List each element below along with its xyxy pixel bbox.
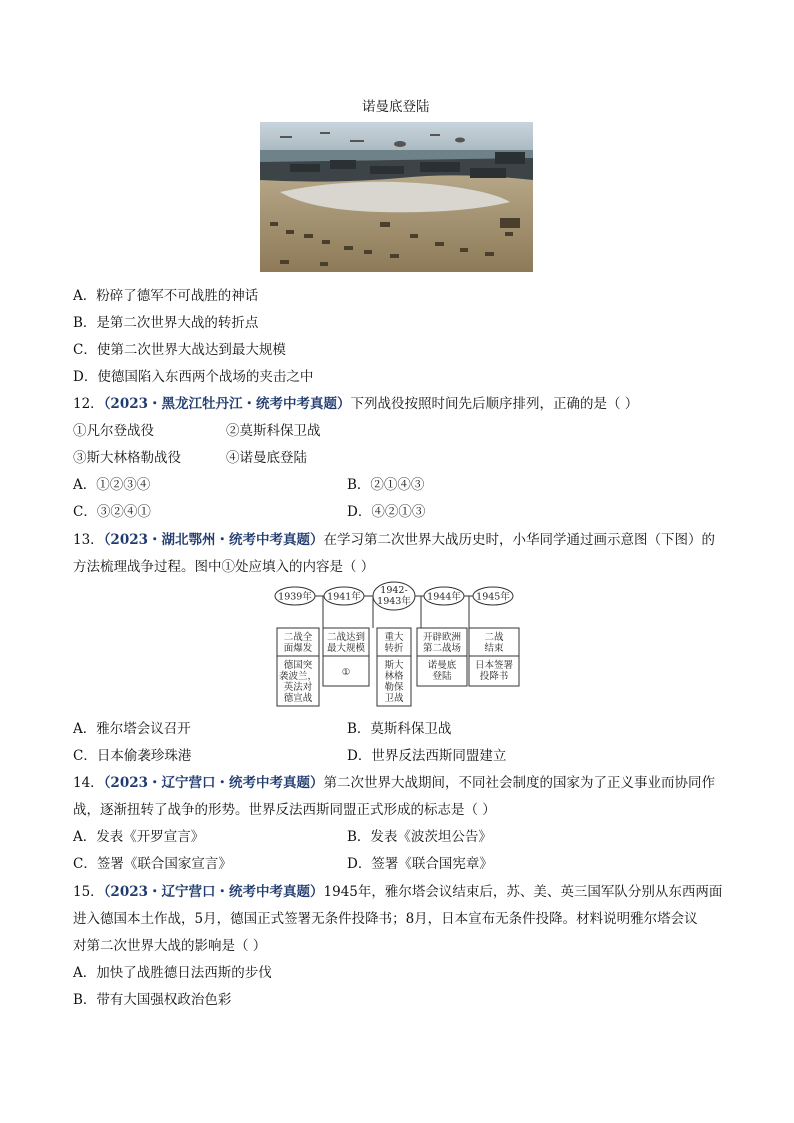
q12-item-4: ④诺曼底登陆 [226, 450, 307, 466]
svg-text:1941年: 1941年 [327, 591, 361, 603]
svg-text:1943年: 1943年 [377, 596, 411, 607]
svg-text:转折: 转折 [384, 643, 404, 654]
question-text: 1945年，雅尔塔会议结束后，苏、美、英三国军队分别从东西两面 [323, 884, 723, 900]
svg-text:1942-: 1942- [380, 585, 408, 596]
q11-option-b: B．是第二次世界大战的转折点 [73, 315, 259, 331]
svg-text:重大: 重大 [384, 632, 404, 643]
q15-option-a: A．加快了战胜德日法西斯的步伐 [73, 965, 272, 981]
q12-item-3: ③斯大林格勒战役 [73, 450, 181, 466]
svg-text:第二战场: 第二战场 [422, 643, 462, 654]
svg-text:开辟欧洲: 开辟欧洲 [422, 632, 462, 643]
svg-text:英法对: 英法对 [283, 682, 313, 693]
war-timeline-diagram [273, 580, 523, 710]
svg-text:面爆发: 面爆发 [283, 643, 313, 654]
svg-text:1944年: 1944年 [427, 591, 461, 603]
q13-option-b: B．莫斯科保卫战 [347, 721, 452, 737]
q15-option-b: B．带有大国强权政治色彩 [73, 992, 232, 1008]
question-text: 下列战役按照时间先后顺序排列，正确的是（ ） [350, 396, 639, 412]
svg-text:结束: 结束 [484, 643, 504, 654]
svg-text:1939年: 1939年 [278, 591, 312, 603]
q14-option-d: D．签署《联合国宪章》 [347, 856, 493, 872]
question-number: 13． [73, 532, 104, 548]
stage-3 [377, 628, 411, 706]
svg-text:诺曼底: 诺曼底 [427, 660, 457, 671]
svg-text:勒保: 勒保 [384, 682, 404, 693]
question-text: 在学习第二次世界大战历史时，小华同学通过画示意图（下图）的 [323, 532, 716, 548]
q15-stem-line2: 进入德国本土作战，5月，德国正式签署无条件投降书；8月，日本宣布无条件投降。材料说明雅尔塔会议 [73, 911, 698, 927]
year-node-1942-1943 [373, 582, 415, 610]
q12-item-2: ②莫斯科保卫战 [226, 423, 321, 439]
svg-text:二战达到: 二战达到 [326, 632, 366, 643]
svg-text:最大规模: 最大规模 [326, 643, 366, 654]
svg-text:卫战: 卫战 [384, 693, 404, 704]
svg-text:登陆: 登陆 [432, 671, 452, 682]
svg-text:投降书: 投降书 [479, 671, 509, 682]
q13-option-a: A．雅尔塔会议召开 [73, 721, 191, 737]
q11-option-a: A．粉碎了德军不可战胜的神话 [73, 288, 259, 304]
svg-text:二战: 二战 [484, 632, 504, 643]
stage-1 [277, 628, 319, 706]
q13-option-d: D．世界反法西斯同盟建立 [347, 748, 507, 764]
q11-option-c: C．使第二次世界大战达到最大规模 [73, 342, 286, 358]
year-node-1945 [473, 587, 513, 605]
year-node-1944 [424, 587, 464, 605]
svg-text:1945年: 1945年 [476, 591, 510, 603]
q11-option-d: D．使德国陷入东西两个战场的夹击之中 [73, 369, 314, 385]
normandy-landing-photo [260, 122, 533, 272]
stage-5 [469, 628, 519, 686]
svg-text:日本签署: 日本签署 [474, 660, 514, 671]
q14-stem-line2: 战，逐渐扭转了战争的形势。世界反法西斯同盟正式形成的标志是（ ） [73, 802, 496, 818]
svg-text:二战全: 二战全 [283, 632, 313, 643]
q12-stem [73, 392, 638, 412]
question-source: （2023・辽宁营口・统考中考真题） [103, 775, 324, 791]
q14-option-a: A．发表《开罗宣言》 [73, 829, 205, 845]
q12-option-a: A．①②③④ [73, 477, 151, 493]
stage-2 [323, 628, 369, 686]
year-node-1941 [324, 587, 364, 605]
svg-text:斯大: 斯大 [384, 660, 404, 671]
svg-text:袭波兰，: 袭波兰， [278, 671, 318, 682]
normandy-photo-drawing [260, 122, 533, 272]
svg-text:林格: 林格 [384, 671, 404, 682]
q14-stem-line1 [73, 771, 715, 791]
figure-caption: 诺曼底登陆 [362, 99, 430, 115]
q13-option-c: C．日本偷袭珍珠港 [73, 748, 192, 764]
q14-option-c: C．签署《联合国家宣言》 [73, 856, 232, 872]
year-node-1939 [275, 587, 315, 605]
q14-option-b: B．发表《波茨坦公告》 [347, 829, 492, 845]
q12-option-c: C．③②④① [73, 504, 151, 520]
question-text: 第二次世界大战期间，不同社会制度的国家为了正义事业而协同作 [323, 775, 716, 791]
question-source: （2023・辽宁营口・统考中考真题） [103, 884, 324, 900]
svg-text:德国突: 德国突 [283, 660, 313, 671]
question-number: 15． [73, 884, 104, 900]
question-number: 14． [73, 775, 104, 791]
q15-stem-line1 [73, 880, 722, 900]
stage-4 [417, 628, 467, 686]
q12-item-1: ①凡尔登战役 [73, 423, 154, 439]
q12-option-d: D．④②①③ [347, 504, 426, 520]
question-source: （2023・湖北鄂州・统考中考真题） [103, 532, 324, 548]
q15-stem-line3: 对第二次世界大战的影响是（ ） [73, 938, 267, 954]
question-source: （2023・黑龙江牡丹江・统考中考真题） [103, 396, 351, 412]
svg-text:德宣战: 德宣战 [283, 693, 313, 704]
q12-option-b: B．②①④③ [347, 477, 425, 493]
q13-stem-line1 [73, 528, 715, 548]
blank-1-marker: ① [341, 667, 351, 678]
q13-stem-line2: 方法梳理战争过程。图中①处应填入的内容是（ ） [73, 559, 375, 575]
question-number: 12． [73, 396, 104, 412]
